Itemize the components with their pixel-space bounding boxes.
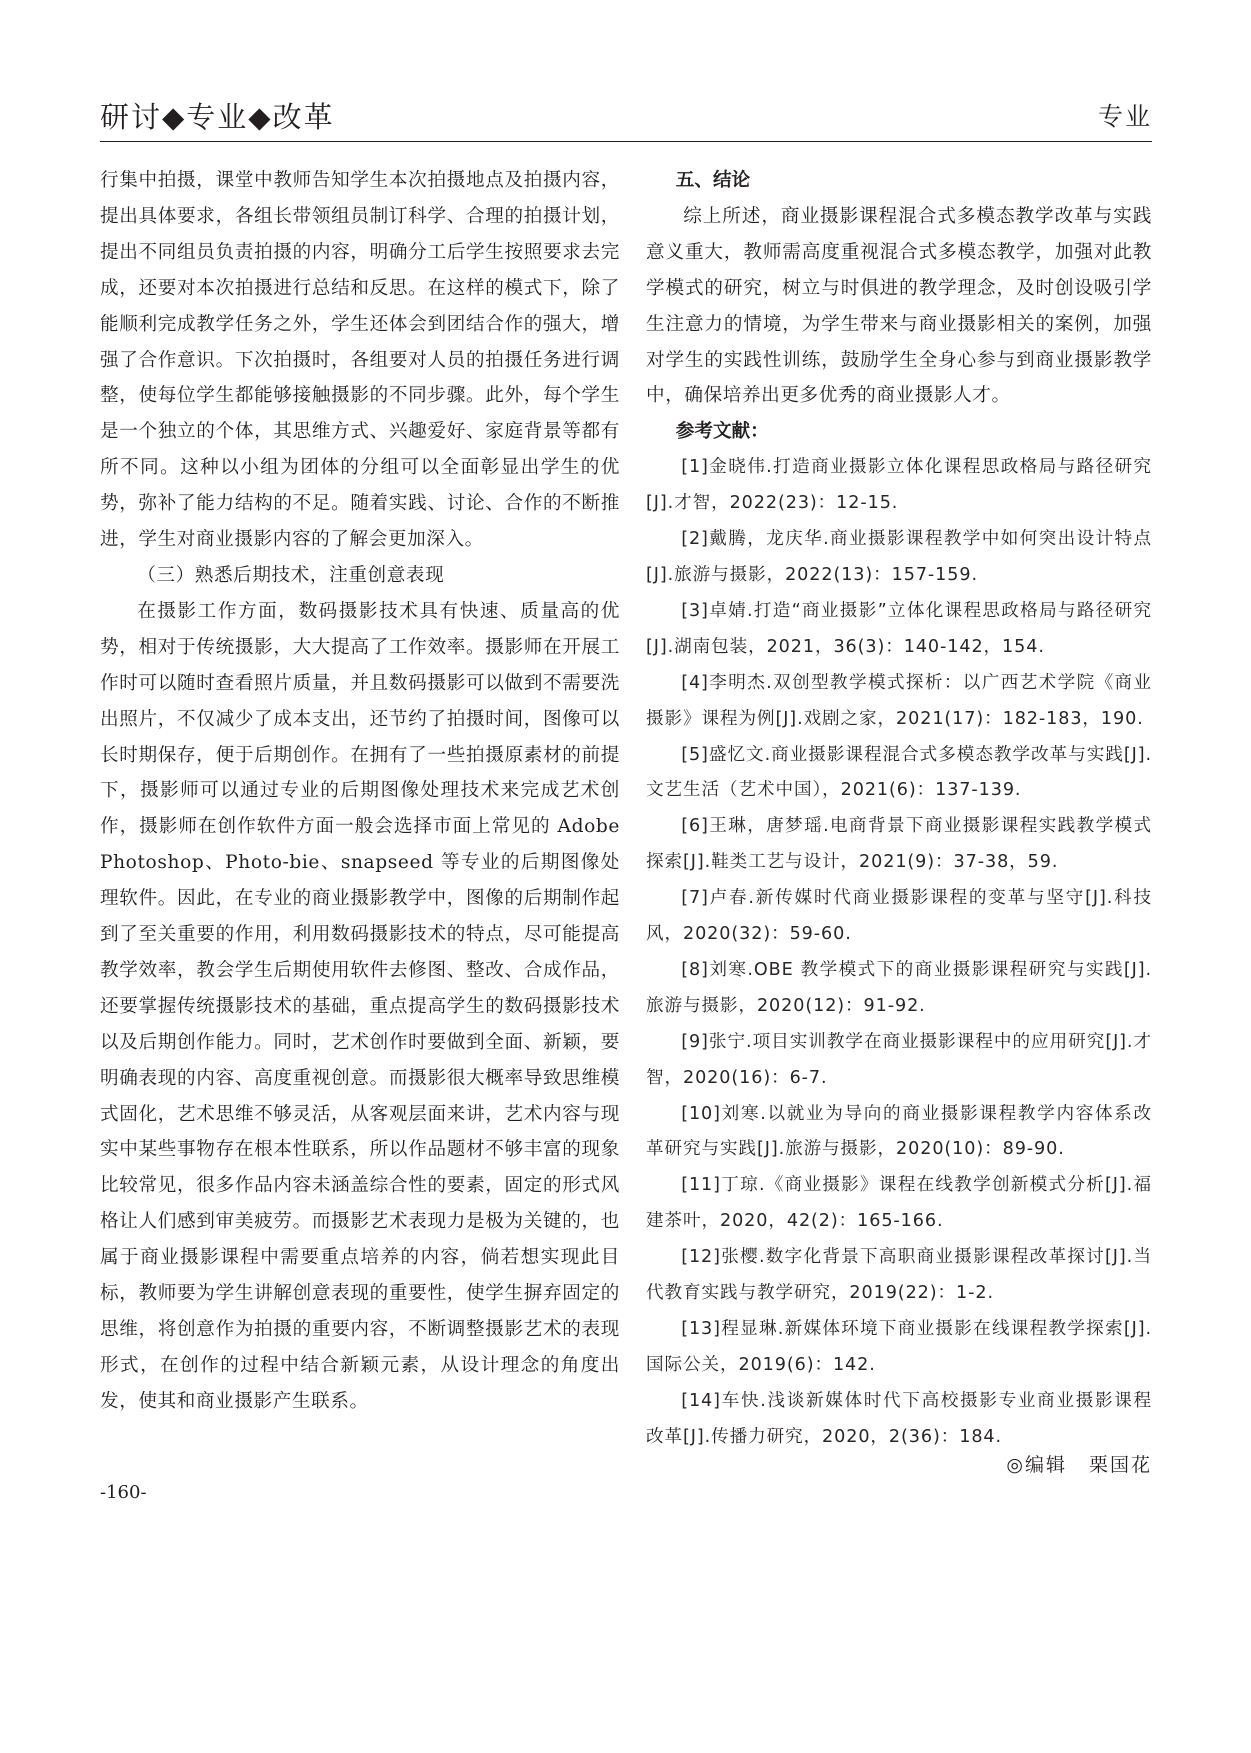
reference-item: [6]王琳，唐梦瑶.电商背景下商业摄影课程实践教学模式探索[J].鞋类工艺与设计，2021(9)：37-38，59. — [646, 816, 1152, 873]
header-rule — [100, 141, 1152, 142]
reference-item: [10]刘寒.以就业为导向的商业摄影课程教学内容体系改革研究与实践[J].旅游与摄影，2020(10)：89-90. — [646, 1103, 1152, 1160]
reference-item: [14]车快.浅谈新媒体时代下高校摄影专业商业摄影课程改革[J].传播力研究，2020，2(36)：184. — [646, 1390, 1152, 1447]
running-head — [100, 95, 1152, 139]
subsection-heading: （三）熟悉后期技术，注重创意表现 — [137, 564, 445, 586]
reference-item: [13]程显琳.新媒体环境下商业摄影在线课程教学探索[J].国际公关，2019(6)：142. — [646, 1319, 1152, 1375]
editor-name: 栗国花 — [1088, 1454, 1152, 1476]
editor-credit — [646, 1450, 1152, 1477]
body-paragraph: 行集中拍摄，课堂中教师告知学生本次拍摄地点及拍摄内容，提出具体要求，各组长带领组员制订科学、合理的拍摄计划，提出不同组员负责拍摄的内容，明确分工后学生按照要求去完成，还要对本次拍摄进行总结和反思。在这样的模式下，除了能顺利完成教学任务之外，学生还体会到团结合作的强大，增强了合作意识。下次拍摄时，各组要对人员的拍摄任务进行调整，使每位学生都能够接触摄影的不同步骤。此外，每个学生是一个独立的个体，其思维方式、兴趣爱好、家庭背景等都有所不同。这种以小组为团体的分组可以全面彰显出学生的优势，弥补了能力结构的不足。随着实践、讨论、合作的不断推进，学生对商业摄影内容的了解会更加深入。 — [100, 170, 620, 551]
reference-item: [11]丁琼.《商业摄影》课程在线教学创新模式分析[J].福建茶叶，2020，42(2)：165-166. — [646, 1175, 1152, 1232]
reference-item: [1]金晓伟.打造商业摄影立体化课程思政格局与路径研究[J].才智，2022(23)：12-15. — [646, 457, 1152, 514]
editor-label: ◎编辑 — [1006, 1454, 1067, 1476]
reference-item: [7]卢春.新传媒时代商业摄影课程的变革与坚守[J].科技风，2020(32)：59-60. — [646, 888, 1152, 945]
section-heading: 五、结论 — [675, 170, 751, 191]
column-label: 专业 — [1097, 102, 1152, 131]
right-column — [646, 163, 1152, 1456]
reference-item: [4]李明杰.双创型教学模式探析：以广西艺术学院《商业摄影》课程为例[J].戏剧之家，2021(17)：182-183，190. — [646, 672, 1152, 729]
body-paragraph: 在摄影工作方面，数码摄影技术具有快速、质量高的优势，相对于传统摄影，大大提高了工作效率。摄影师在开展工作时可以随时查看照片质量，并且数码摄影可以做到不需要洗出照片，不仅减少了成本支出，还节约了拍摄时间，图像可以长时期保存，便于后期创作。在拥有了一些拍摄原素材的前提下，摄影师可以通过专业的后期图像处理技术来完成艺术创作，摄影师在创作软件方面一般会选择市面上常见的 Adobe Photoshop、Photo-bie、snapseed 等专业的后期图像处理软件。因此，在专业的商业摄影教学中，图像的后期制作起到了至关重要的作用，利用数码摄影技术的特点，尽可能提高教学效率，教会学生后期使用软件去修图、整改、合成作品，还要掌握传统摄影技术的基础，重点提高学生的数码摄影技术以及后期创作能力。同时，艺术创作时要做到全面、新颖，要明确表现的内容、高度重视创意。而摄影很大概率导致思维模式固化，艺术思维不够灵活，从客观层面来讲，艺术内容与现实中某些事物存在根本性联系，所以作品题材不够丰富的现象比较常见，很多作品内容未涵盖综合性的要素，固定的形式风格让人们感到审美疲劳。而摄影艺术表现力是极为关键的，也属于商业摄影课程中需要重点培养的内容，倘若想实现此目标，教师要为学生讲解创意表现的重要性，使学生摒弃固定的思维，将创意作为拍摄的重要内容，不断调整摄影艺术的表现形式，在创作的过程中结合新颖元素，从设计理念的角度出发，使其和商业摄影产生联系。 — [100, 600, 620, 1412]
section-label: 研讨◆专业◆改革 — [100, 100, 335, 134]
reference-list — [646, 450, 1152, 1455]
reference-item: [12]张樱.数字化背景下高职商业摄影课程改革探讨[J].当代教育实践与教学研究，2019(22)：1-2. — [646, 1247, 1152, 1304]
conclusion-paragraph: 综上所述，商业摄影课程混合式多模态教学改革与实践意义重大，教师需高度重视混合式多模态教学，加强对此教学模式的研究，树立与时俱进的教学理念，及时创设吸引学生注意力的情境，为学生带来与商业摄影相关的案例，加强对学生的实践性训练，鼓励学生全身心参与到商业摄影教学中，确保培养出更多优秀的商业摄影人才。 — [646, 205, 1152, 407]
left-column — [100, 163, 620, 1420]
references-heading: 参考文献： — [675, 421, 769, 443]
reference-item: [8]刘寒.OBE 教学模式下的商业摄影课程研究与实践[J].旅游与摄影，2020(12)：91-92. — [646, 959, 1152, 1016]
reference-item: [3]卓婧.打造“商业摄影”立体化课程思政格局与路径研究[J].湖南包装，2021，36(3)：140-142，154. — [646, 600, 1152, 657]
reference-item: [5]盛忆文.商业摄影课程混合式多模态教学改革与实践[J].文艺生活（艺术中国），2021(6)：137-139. — [646, 744, 1152, 801]
reference-item: [2]戴腾，龙庆华.商业摄影课程教学中如何突出设计特点[J].旅游与摄影，2022(13)：157-159. — [646, 529, 1152, 585]
reference-item: [9]张宁.项目实训教学在商业摄影课程中的应用研究[J].才智，2020(16)：6-7. — [646, 1031, 1152, 1088]
page-number: -160- — [100, 1482, 147, 1503]
